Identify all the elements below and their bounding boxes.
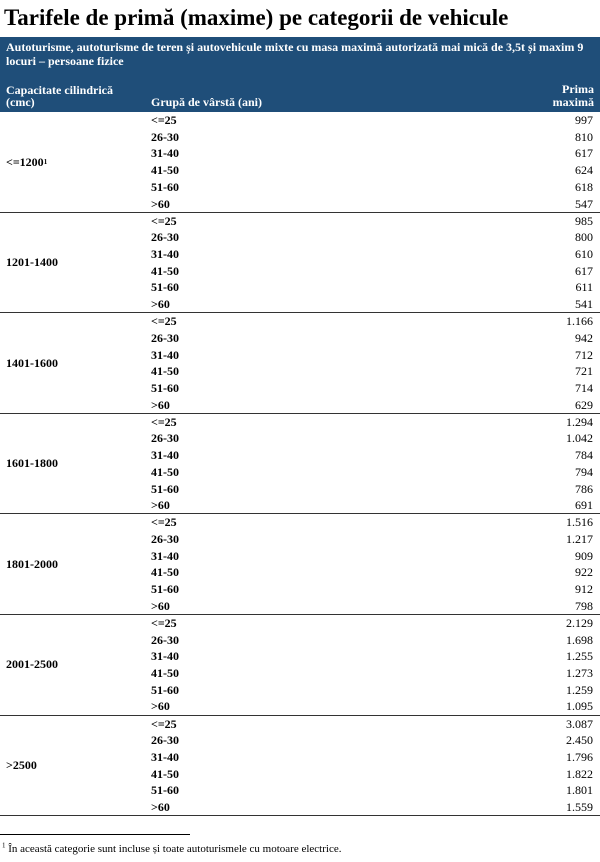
table-row (0, 363, 600, 380)
prime-value-cell: 800 (575, 230, 593, 245)
age-group-cell: 26-30 (151, 733, 179, 748)
age-group-cell: 51-60 (151, 280, 179, 295)
prime-value-cell: 1.294 (566, 414, 593, 429)
table-row (0, 296, 600, 313)
prime-header-line1: Prima (562, 82, 594, 96)
table-row (0, 564, 600, 581)
age-group-cell: 31-40 (151, 246, 179, 261)
age-group-cell: <=25 (151, 314, 177, 329)
prime-value-cell: 1.217 (566, 532, 593, 547)
age-group-column-header: Grupă de vârstă (ani) (151, 95, 262, 109)
age-group-cell: <=25 (151, 213, 177, 228)
page-title: Tarifele de primă (maxime) pe categorii de vehicule (4, 5, 509, 30)
prime-value-cell: 1.166 (566, 314, 593, 329)
prime-column-header (553, 83, 594, 109)
table-row (0, 799, 600, 816)
prime-value-cell: 784 (575, 448, 593, 463)
capacity-value: 1401-1600 (6, 355, 58, 370)
age-group-cell: 26-30 (151, 532, 179, 547)
prime-value-cell: 912 (575, 582, 593, 597)
table-row (0, 145, 600, 162)
age-group-cell: >60 (151, 598, 170, 613)
age-group-cell: <=25 (151, 615, 177, 630)
prime-value-cell: 721 (575, 364, 593, 379)
table-row (0, 447, 600, 464)
table-row (0, 279, 600, 296)
prime-value-cell: 786 (575, 481, 593, 496)
prime-value-cell: 1.801 (566, 783, 593, 798)
capacity-group (0, 313, 600, 414)
age-group-cell: 41-50 (151, 163, 179, 178)
prime-value-cell: 1.255 (566, 649, 593, 664)
prime-value-cell: 617 (575, 146, 593, 161)
table-row (0, 196, 600, 213)
prime-value-cell: 1.559 (566, 800, 593, 815)
age-group-cell: <=25 (151, 113, 177, 127)
table-row (0, 129, 600, 146)
table-row (0, 263, 600, 280)
table-row (0, 313, 600, 330)
prime-value-cell: 1.259 (566, 682, 593, 697)
table-row (0, 598, 600, 615)
table-row (0, 782, 600, 799)
table-row (0, 380, 600, 397)
capacity-header-line2: (cmc) (6, 95, 35, 109)
prime-value-cell: 547 (575, 196, 593, 211)
table-row (0, 749, 600, 766)
capacity-value: >2500 (6, 758, 37, 773)
table-row (0, 581, 600, 598)
table-row (0, 682, 600, 699)
prime-value-cell: 1.095 (566, 699, 593, 714)
age-group-cell: <=25 (151, 515, 177, 530)
prime-value-cell: 541 (575, 297, 593, 312)
table-row (0, 229, 600, 246)
capacity-group (0, 414, 600, 515)
prime-value-cell: 712 (575, 347, 593, 362)
age-group-cell: 41-50 (151, 364, 179, 379)
table-header (0, 37, 600, 112)
capacity-group (0, 213, 600, 314)
prime-value-cell: 1.516 (566, 515, 593, 530)
age-group-cell: 41-50 (151, 464, 179, 479)
table-subtitle: Autoturisme, autoturisme de teren și autovehicule mixte cu masa maximă autorizată mai mică de 3,5t și maxim 9 locuri – persoane fizice (6, 40, 584, 68)
capacity-value: 1201-1400 (6, 255, 58, 270)
age-group-cell: 31-40 (151, 749, 179, 764)
table-row (0, 330, 600, 347)
age-group-cell: 26-30 (151, 431, 179, 446)
age-group-cell: >60 (151, 699, 170, 714)
capacity-header-line1: Capacitate cilindrică (6, 83, 113, 97)
table-row (0, 665, 600, 682)
footnote (2, 842, 341, 856)
table-row (0, 464, 600, 481)
age-group-cell: 31-40 (151, 649, 179, 664)
age-group-cell: 26-30 (151, 230, 179, 245)
age-group-cell: >60 (151, 297, 170, 312)
prime-value-cell: 1.698 (566, 632, 593, 647)
capacity-value: <=1200 (6, 154, 44, 169)
capacity-value: 2001-2500 (6, 657, 58, 672)
age-group-cell: 51-60 (151, 682, 179, 697)
age-group-cell: 31-40 (151, 548, 179, 563)
prime-value-cell: 810 (575, 129, 593, 144)
table-row (0, 766, 600, 783)
age-group-cell: 26-30 (151, 330, 179, 345)
prime-value-cell: 624 (575, 163, 593, 178)
table-row (0, 112, 600, 129)
age-group-cell: <=25 (151, 716, 177, 731)
age-group-cell: 51-60 (151, 380, 179, 395)
age-group-cell: >60 (151, 498, 170, 513)
capacity-label: <=1200 1 (6, 154, 48, 169)
prime-value-cell: 942 (575, 330, 593, 345)
age-group-cell: >60 (151, 800, 170, 815)
table-row (0, 179, 600, 196)
footnote-divider (0, 834, 190, 835)
prime-value-cell: 1.822 (566, 766, 593, 781)
table-row (0, 698, 600, 715)
table-row (0, 246, 600, 263)
table-row (0, 414, 600, 431)
prime-value-cell: 997 (575, 113, 593, 127)
table-row (0, 497, 600, 514)
age-group-cell: 31-40 (151, 448, 179, 463)
age-group-cell: 26-30 (151, 129, 179, 144)
capacity-group (0, 112, 600, 213)
age-group-cell: 31-40 (151, 347, 179, 362)
age-group-cell: >60 (151, 397, 170, 412)
age-group-cell: 41-50 (151, 263, 179, 278)
table-row (0, 397, 600, 414)
prime-value-cell: 2.450 (566, 733, 593, 748)
footnote-text: În această categorie sunt incluse și toate autoturismele cu motoare electrice. (5, 843, 342, 855)
capacity-value: 1801-2000 (6, 556, 58, 571)
table-row (0, 732, 600, 749)
age-group-cell: 41-50 (151, 766, 179, 781)
prime-value-cell: 618 (575, 179, 593, 194)
footnote-marker: 1 (2, 841, 6, 850)
capacity-group (0, 514, 600, 615)
age-group-cell: 31-40 (151, 146, 179, 161)
prime-value-cell: 3.087 (566, 716, 593, 731)
table-row (0, 162, 600, 179)
age-group-cell: 51-60 (151, 481, 179, 496)
capacity-column-header (6, 84, 113, 108)
prime-value-cell: 611 (575, 280, 593, 295)
prime-value-cell: 1.796 (566, 749, 593, 764)
age-group-cell: 41-50 (151, 666, 179, 681)
prime-value-cell: 1.042 (566, 431, 593, 446)
age-group-cell: 51-60 (151, 582, 179, 597)
capacity-value: 1601-1800 (6, 456, 58, 471)
table-row (0, 615, 600, 632)
age-group-cell: <=25 (151, 414, 177, 429)
prime-value-cell: 794 (575, 464, 593, 479)
prime-value-cell: 617 (575, 263, 593, 278)
capacity-group (0, 716, 600, 817)
prime-value-cell: 610 (575, 246, 593, 261)
prime-value-cell: 985 (575, 213, 593, 228)
prime-value-cell: 909 (575, 548, 593, 563)
table-row (0, 632, 600, 649)
prime-value-cell: 1.273 (566, 666, 593, 681)
prime-value-cell: 922 (575, 565, 593, 580)
table-row (0, 430, 600, 447)
age-group-cell: 26-30 (151, 632, 179, 647)
age-group-cell: 51-60 (151, 179, 179, 194)
table-row (0, 531, 600, 548)
prime-value-cell: 714 (575, 380, 593, 395)
age-group-cell: 51-60 (151, 783, 179, 798)
table-row (0, 213, 600, 230)
prime-value-cell: 2.129 (566, 615, 593, 630)
age-group-cell: 41-50 (151, 565, 179, 580)
table-row (0, 648, 600, 665)
tariff-table-body (0, 112, 600, 816)
prime-value-cell: 691 (575, 498, 593, 513)
table-row (0, 514, 600, 531)
prime-value-cell: 629 (575, 397, 593, 412)
table-row (0, 347, 600, 364)
table-row (0, 716, 600, 733)
age-group-cell: >60 (151, 196, 170, 211)
prime-header-line2: maximă (552, 95, 594, 109)
prime-value-cell: 798 (575, 598, 593, 613)
capacity-group (0, 615, 600, 716)
table-row (0, 481, 600, 498)
table-row (0, 548, 600, 565)
